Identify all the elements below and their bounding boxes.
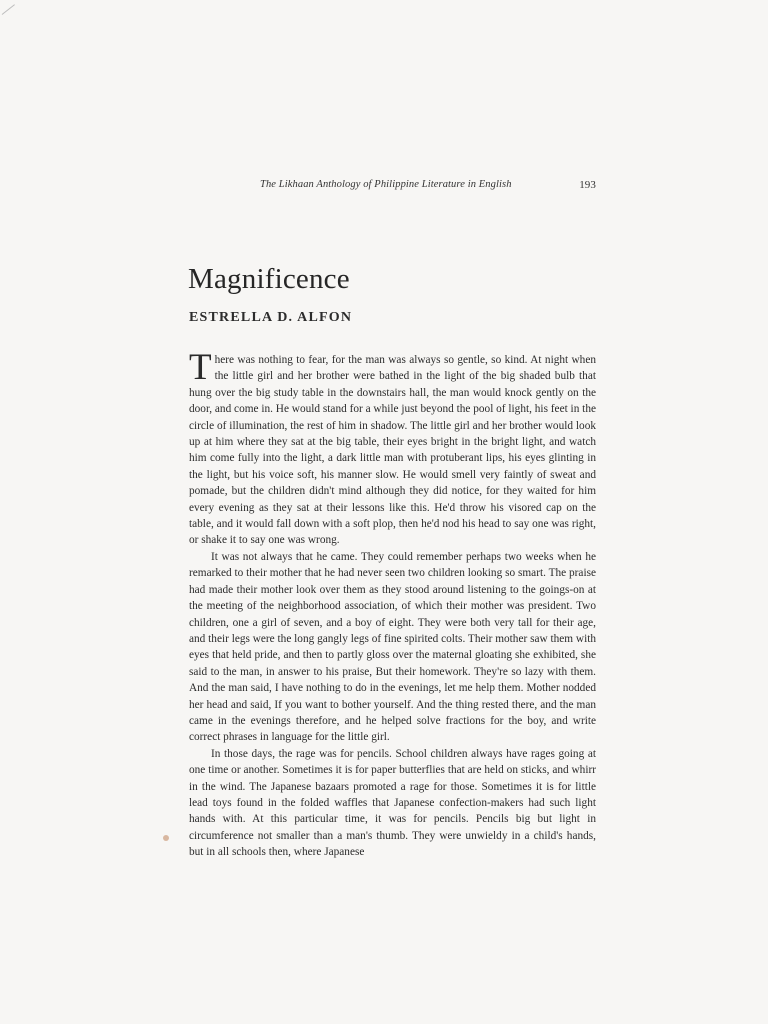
paragraph: It was not always that he came. They could remember perhaps two weeks when he remarked to their mother that he had never seen two children looking so smart. The praise had made their mother look over them as they stood around listening to the goings-on at the meeting of the neighborhood association, of which their mother was president. Two children, one a girl of seven, and a boy of eight. They were both very tall for their age, and their legs were the long gangly legs of fine spirited colts. Their mother saw them with eyes that held pride, and then to partly gloss over the maternal gloating she exhibited, she said to the man, in answer to his praise, But their homework. They're so lazy with them. And the man said, I have nothing to do in the evenings, let me help them. Mother nodded her head and said, If you want to bother yourself. And the thing rested there, and the man came in the evenings therefore, and he helped solve fractions for the boy, and write correct phrases in language for the little girl. — [189, 550, 596, 744]
paragraph-text: here was nothing to fear, for the man was always so gentle, so kind. At night when the little girl and her brother were bathed in the light of the big shaded bulb that hung over the big study table in the downstairs hall, the man would knock gently on the door, and come in. He would stand for a while just beyond the pool of light, his feet in the circle of illumination, the rest of him in shadow. The little girl and her brother would look up at him where they sat at the big table, their eyes bright in the bright light, and watch him come fully into the light, a dark little man with protuberant lips, his eyes glinting in the light, but his voice soft, his manner slow. He would smell very faintly of sweat and pomade, but the children didn't mind although they did notice, for they waited for him every evening as they sat at their lessons like this. He'd throw his visored cap on the table, and it would fall down with a soft plop, then he'd nod his head to say one was right, or shake it to say one was wrong. — [189, 354, 596, 547]
paragraph — [189, 347, 596, 549]
paragraph: In those days, the rage was for pencils. School children always have rages going at one time or another. Sometimes it is for paper butterflies that are held on sticks, and whirr in the wind. The Japanese bazaars promoted a rage for those. Sometimes it is for little lead toys found in the folded waffles that Japanese confection-makers had such light hands with. At this particular time, it was for pencils. Pencils big but light in circumference not smaller than a man's thumb. They were unwieldy in a child's hands, but in all schools then, where Japanese — [189, 747, 596, 859]
page-number: 193 — [579, 179, 596, 191]
drop-cap: T — [189, 347, 212, 388]
scan-corner-mark — [2, 4, 15, 15]
story-body — [189, 347, 596, 861]
story-title: Magnificence — [188, 263, 350, 295]
scan-smudge — [163, 835, 169, 841]
book-title: The Likhaan Anthology of Philippine Literature in English — [260, 179, 512, 190]
story-author: ESTRELLA D. ALFON — [189, 310, 353, 325]
running-head — [260, 179, 596, 190]
